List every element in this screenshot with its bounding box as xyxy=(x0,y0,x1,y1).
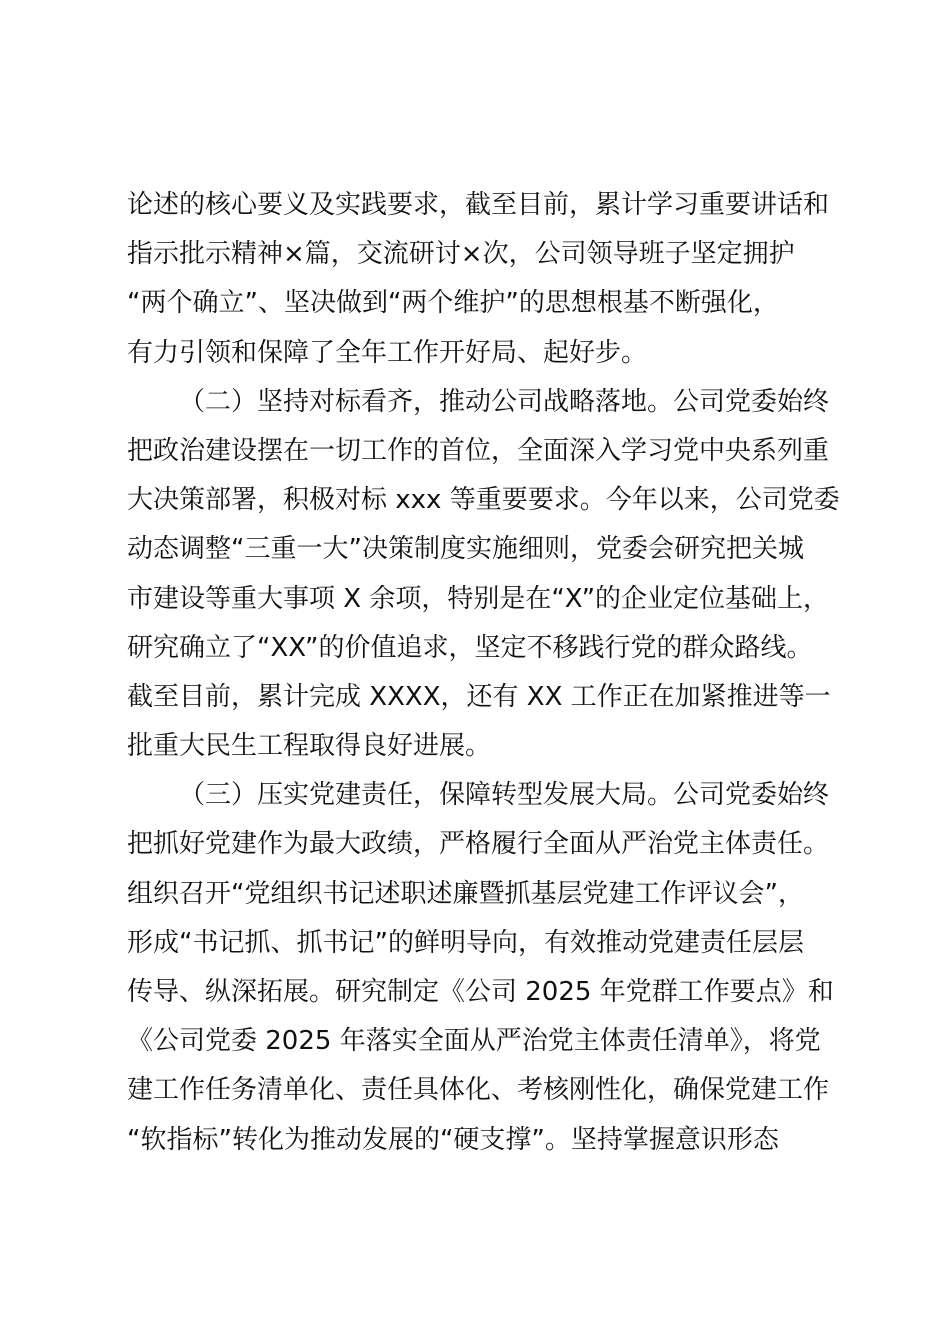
text-line: “软指标”转化为推动发展的“硬支撑”。坚持掌握意识形态 xyxy=(127,1124,779,1155)
text-line: 把抓好党建作为最大政绩，严格履行全面从严治党主体责任。 xyxy=(127,829,830,860)
text-line: 形成“书记抓、抓书记”的鲜明导向，有效推动党建责任层层 xyxy=(127,927,804,958)
body-text xyxy=(127,181,840,1165)
text-line: 市建设等重大事项 X 余项，特别是在“X”的企业定位基础上， xyxy=(127,583,830,614)
text-line: 论述的核心要义及实践要求，截至目前，累计学习重要讲话和 xyxy=(127,190,830,220)
text-line: 有力引领和保障了全年工作开好局、起好步。 xyxy=(127,337,648,368)
text-line: 大决策部署，积极对标 xxx 等重要要求。今年以来，公司党委 xyxy=(127,485,840,516)
text-line: 批重大民生工程取得良好进展。 xyxy=(127,731,492,762)
text-line: 动态调整“三重一大”决策制度实施细则，党委会研究把关城 xyxy=(127,534,804,565)
text-line: 组织召开“党组织书记述职述廉暨抓基层党建工作评议会”， xyxy=(127,878,804,909)
section-heading-line: （二）坚持对标看齐，推动公司战略落地。公司党委始终 xyxy=(179,386,830,417)
text-line: 研究确立了“XX”的价值追求，坚定不移践行党的群众路线。 xyxy=(127,632,813,663)
text-line: 指示批示精神×篇，交流研讨×次，公司领导班子坚定拥护 xyxy=(127,239,795,270)
text-line: 截至目前，累计完成 XXXX，还有 XX 工作正在加紧推进等一 xyxy=(127,681,831,712)
text-line: 把政治建设摆在一切工作的首位，全面深入学习党中央系列重 xyxy=(127,435,830,466)
text-line: 建工作任务清单化、责任具体化、考核刚性化，确保党建工作 xyxy=(127,1075,830,1106)
text-line: 《公司党委 2025 年落实全面从严治党主体责任清单》，将党 xyxy=(127,1026,821,1057)
text-line: “两个确立”、坚决做到“两个维护”的思想根基不断强化， xyxy=(127,288,779,319)
text-line: 传导、纵深拓展。研究制定《公司 2025 年党群工作要点》和 xyxy=(127,977,834,1007)
section-heading-line: （三）压实党建责任，保障转型发展大局。公司党委始终 xyxy=(179,780,830,811)
